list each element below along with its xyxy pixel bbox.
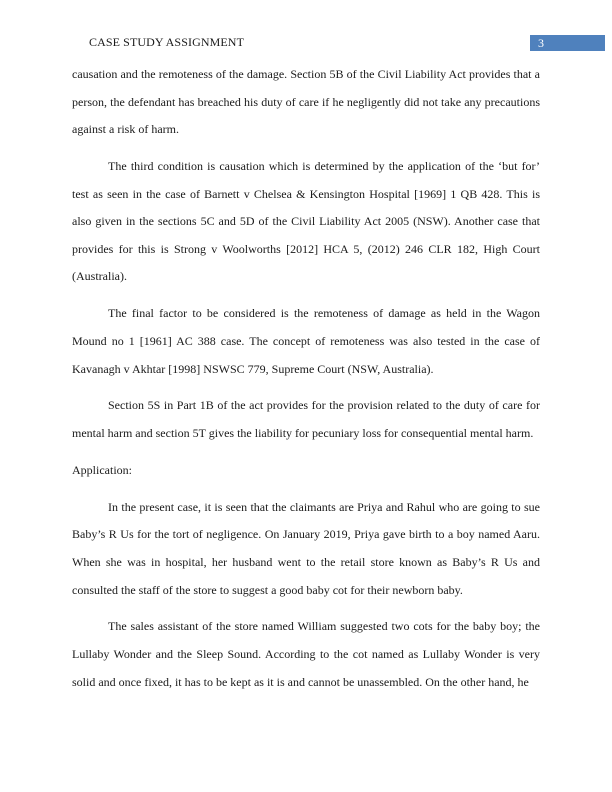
- page-number-badge: [530, 35, 605, 51]
- page-number: 3: [538, 36, 544, 50]
- paragraph-sales-assistant: The sales assistant of the store named William suggested two cots for the baby boy; the Lullaby Wonder and the Sleep Sound. According to the cot named as Lullaby Wonder is very solid and once fixed, it has to be kept as it is and cannot be unassembled. On the other hand, he: [72, 619, 540, 689]
- paragraph-continuation: causation and the remoteness of the damage. Section 5B of the Civil Liability Act provides that a person, the defendant has breached his duty of care if he negligently did not take any precautions against a risk of harm.: [72, 67, 540, 137]
- running-header-title: CASE STUDY ASSIGNMENT: [89, 35, 245, 49]
- paragraph-mental-harm: Section 5S in Part 1B of the act provides for the provision related to the duty of care for mental harm and section 5T gives the liability for pecuniary loss for consequential mental harm.: [72, 398, 540, 441]
- document-body: [72, 61, 540, 706]
- paragraph-causation: The third condition is causation which is determined by the application of the ‘but for’ test as seen in the case of Barnett v Chelsea & Kensington Hospital [1969] 1 QB 428. This is also given in the sections 5C and 5D of the Civil Liability Act 2005 (NSW). Another case that provides for this is Strong v Woolworths [2012] HCA 5, (2012) 246 CLR 182, High Court (Australia).: [72, 159, 540, 284]
- section-heading-application: Application:: [72, 462, 132, 477]
- paragraph-remoteness: The final factor to be considered is the remoteness of damage as held in the Wagon Mound no 1 [1961] AC 388 case. The concept of remoteness was also tested in the case of Kavanagh v Akhtar [1998] NSWSC 779, Supreme Court (NSW, Australia).: [72, 306, 540, 376]
- paragraph-present-case: In the present case, it is seen that the claimants are Priya and Rahul who are going to sue Baby’s R Us for the tort of negligence. On January 2019, Priya gave birth to a boy named Aaru. When she was in hospital, her husband went to the retail store known as Baby’s R Us and consulted the staff of the store to suggest a good baby cot for their newborn baby.: [72, 499, 540, 597]
